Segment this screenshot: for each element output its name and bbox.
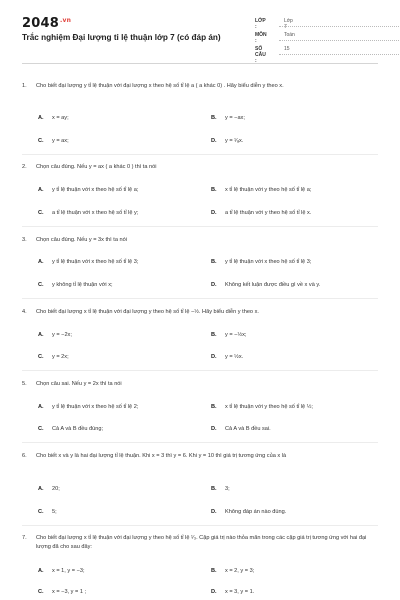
meta-value: 15 <box>284 46 290 52</box>
question-divider <box>22 525 378 526</box>
option-c[interactable] <box>38 588 86 597</box>
question-number: 7. <box>22 535 27 541</box>
option-a[interactable] <box>38 258 138 267</box>
option-b[interactable] <box>211 258 311 267</box>
option-letter: A. <box>38 404 44 410</box>
option-letter: D. <box>211 426 217 432</box>
option-text: y tỉ lệ thuận với x theo hệ số tỉ lệ 3; <box>225 259 312 265</box>
option-d[interactable] <box>211 508 286 517</box>
option-letter: B. <box>211 568 217 574</box>
option-text: 20; <box>52 486 60 492</box>
option-d[interactable] <box>211 281 320 290</box>
option-text: x = 2, y = 3; <box>225 568 255 574</box>
meta-line <box>279 40 399 41</box>
option-text: Không đáp án nào đúng. <box>225 509 287 515</box>
option-b[interactable] <box>211 567 254 576</box>
option-letter: D. <box>211 589 217 595</box>
option-b[interactable] <box>211 186 311 195</box>
option-letter: B. <box>211 486 217 492</box>
option-text: Cả A và B đều sai. <box>225 426 271 432</box>
option-letter: C. <box>38 589 44 595</box>
option-text: y tỉ lệ thuận với x theo hệ số tỉ lệ a; <box>52 187 139 193</box>
option-letter: A. <box>38 568 44 574</box>
option-letter: C. <box>38 426 44 432</box>
meta-key: LỚP : <box>255 18 266 30</box>
option-b[interactable] <box>211 403 313 412</box>
option-text: Cả A và B đều đúng; <box>52 426 104 432</box>
option-text: a tỉ lệ thuận với y theo hệ số tỉ lệ x. <box>225 210 312 216</box>
option-letter: C. <box>38 282 44 288</box>
meta-value: Lớp 7 <box>284 18 293 30</box>
option-text: y = 2x; <box>52 354 69 360</box>
question-divider <box>22 154 378 155</box>
option-text: y = −ax; <box>225 115 245 121</box>
question-number: 3. <box>22 237 27 243</box>
option-a[interactable] <box>38 331 72 340</box>
option-letter: A. <box>38 115 44 121</box>
option-text: y = ¹⁄ₐx. <box>225 138 244 144</box>
option-text: y = ax; <box>52 138 69 144</box>
question-text: Cho biết đại lượng x tỉ lệ thuận với đại lượng y theo hệ số tỉ lệ ¹⁄₃. Cặp giá trị nào thỏa mãn trong các cặp giá trị tương ứng với hai đại lượng đã cho sau đây: <box>36 535 367 550</box>
option-letter: C. <box>38 354 44 360</box>
option-text: y tỉ lệ thuận với x theo hệ số tỉ lệ 3; <box>52 259 139 265</box>
question-number: 6. <box>22 453 27 459</box>
option-letter: B. <box>211 259 217 265</box>
header <box>0 0 400 62</box>
option-text: y = −2x; <box>52 332 72 338</box>
option-letter: B. <box>211 115 217 121</box>
option-c[interactable] <box>38 353 69 362</box>
option-letter: B. <box>211 404 217 410</box>
option-letter: D. <box>211 354 217 360</box>
option-c[interactable] <box>38 281 113 290</box>
option-c[interactable] <box>38 508 57 517</box>
option-letter: A. <box>38 332 44 338</box>
question-text: Chọn câu đúng. Nếu y = 3x thì ta nói <box>36 237 127 243</box>
option-c[interactable] <box>38 137 69 146</box>
option-text: x = −3, y = 1 ; <box>52 589 87 595</box>
option-letter: A. <box>38 187 44 193</box>
option-letter: C. <box>38 210 44 216</box>
option-a[interactable] <box>38 114 69 123</box>
option-d[interactable] <box>211 137 243 146</box>
question-divider <box>22 370 378 371</box>
option-text: y = −½x; <box>225 332 247 338</box>
option-text: x tỉ lệ thuận với y theo hệ số tỉ lệ ½; <box>225 404 313 410</box>
logo-brand: 2048 <box>22 16 59 31</box>
meta-key: SỐ CÂU : <box>255 46 266 64</box>
option-text: x = ay; <box>52 115 69 121</box>
option-text: y không tỉ lệ thuận với x; <box>52 282 113 288</box>
question-divider <box>22 226 378 227</box>
option-text: Không kết luận được điều gì về x và y. <box>225 282 321 288</box>
logo-suffix: .vn <box>59 16 72 24</box>
meta-line <box>279 54 399 55</box>
header-divider <box>22 63 378 64</box>
option-b[interactable] <box>211 485 230 494</box>
question-number: 1. <box>22 83 27 89</box>
option-a[interactable] <box>38 186 138 195</box>
option-letter: D. <box>211 210 217 216</box>
option-letter: B. <box>211 332 217 338</box>
option-text: 5; <box>52 509 57 515</box>
option-d[interactable] <box>211 353 243 362</box>
option-text: y = ½x. <box>225 354 244 360</box>
option-letter: D. <box>211 509 217 515</box>
question-divider <box>22 298 378 299</box>
question-text: Chọn câu sai. Nếu y = 2x thì ta nói <box>36 381 122 387</box>
option-letter: B. <box>211 187 217 193</box>
option-d[interactable] <box>211 209 311 218</box>
option-b[interactable] <box>211 331 246 340</box>
option-text: 3; <box>225 486 230 492</box>
question-number: 5. <box>22 381 27 387</box>
page-title: Trắc nghiệm Đại lượng tỉ lệ thuận lớp 7 (có đáp án) <box>22 33 221 42</box>
option-text: x = 1, y = −3; <box>52 568 85 574</box>
option-text: a tỉ lệ thuận với x theo hệ số tỉ lệ y; <box>52 210 139 216</box>
meta-value: Toán <box>284 32 295 38</box>
option-c[interactable] <box>38 425 103 434</box>
question-number: 4. <box>22 309 27 315</box>
option-d[interactable] <box>211 425 271 434</box>
question-text: Cho biết đại lượng y tỉ lệ thuận với đại lượng x theo hệ số tỉ lệ a ( a khác 0) . Hãy biểu diễn y theo x. <box>36 83 284 89</box>
question-text: Cho biết x và y là hai đại lượng tỉ lệ thuận. Khi x = 3 thì y = 6. Khi y = 10 thì giá trị tương ứng của x là <box>36 453 287 459</box>
option-text: y tỉ lệ thuận với x theo hệ số tỉ lệ 2; <box>52 404 139 410</box>
option-letter: D. <box>211 282 217 288</box>
option-c[interactable] <box>38 209 138 218</box>
question-text: Chọn câu đúng. Nếu y = ax ( a khác 0 ) thì ta nói <box>36 164 157 170</box>
option-letter: C. <box>38 138 44 144</box>
meta-key: MÔN : <box>255 32 267 44</box>
option-d[interactable] <box>211 588 254 597</box>
site-logo[interactable] <box>22 16 71 31</box>
option-b[interactable] <box>211 114 245 123</box>
question-number: 2. <box>22 164 27 170</box>
option-a[interactable] <box>38 567 85 576</box>
option-text: x tỉ lệ thuận với y theo hệ số tỉ lệ a; <box>225 187 312 193</box>
option-a[interactable] <box>38 485 60 494</box>
option-letter: D. <box>211 138 217 144</box>
meta-line <box>279 26 399 27</box>
question-divider <box>22 442 378 443</box>
option-letter: A. <box>38 259 44 265</box>
option-letter: A. <box>38 486 44 492</box>
option-letter: C. <box>38 509 44 515</box>
option-a[interactable] <box>38 403 138 412</box>
question-text: Cho biết đại lượng x tỉ lệ thuận với đại lượng y theo hệ số tỉ lệ −½. Hãy biểu diễn y theo x. <box>36 309 259 315</box>
option-text: x = 3, y = 1. <box>225 589 255 595</box>
